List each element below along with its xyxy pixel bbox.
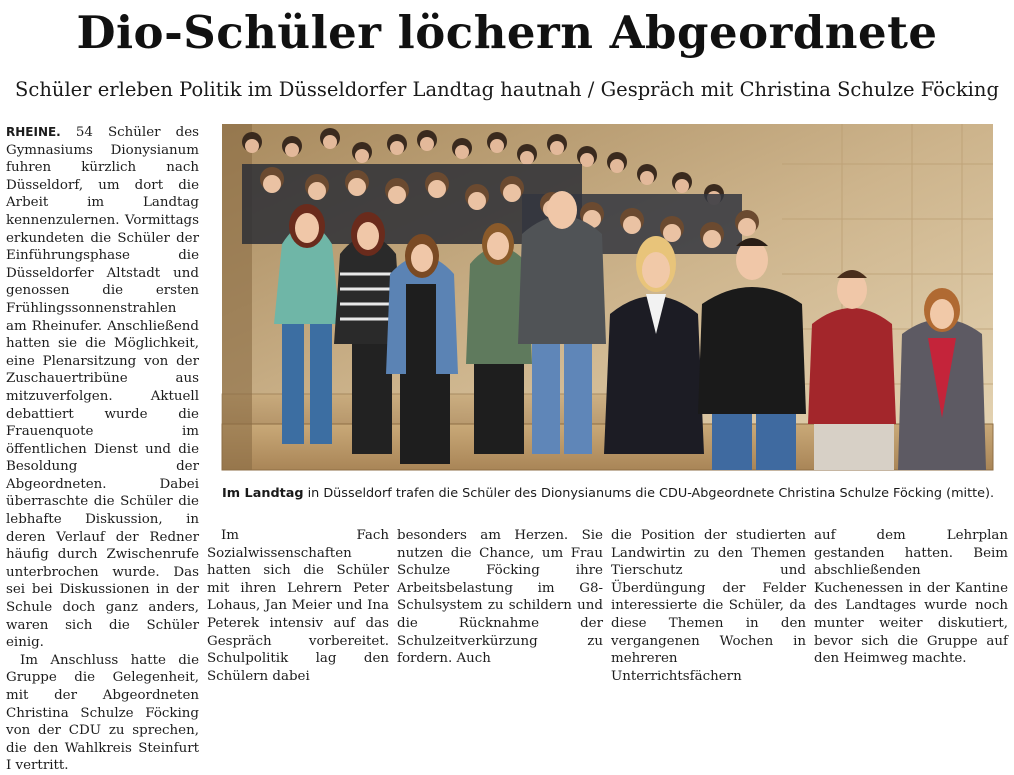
article-column-5 [814,527,1008,667]
caption-text: in Düsseldorf trafen die Schüler des Dionysianums die CDU-Abgeordnete Christina Schulze Föcking (mitte). [303,486,995,501]
article-column-2 [207,527,389,684]
caption-lead: Im Landtag [222,486,304,501]
column-5-text: auf dem Lehrplan gestanden hatten. Beim abschließenden Kuchenessen in der Kantine des Landtages wurde noch munter weiter diskutiert, bevor sich die Gruppe auf den Heimweg machte. [814,528,1008,667]
dateline: RHEINE. [6,125,61,139]
paragraph-1-text: 54 Schüler des Gymnasiums Dionysianum fuhren kürzlich nach Düsseldorf, um dort die Arbeit im Landtag kennenzulernen. Vormittags erkundeten die Schüler der Einführungsphase die Düsseldorfer Altstadt und genossen die ersten Frühlingssonnenstrahlen am Rheinufer. Anschließend hatten sie die Möglichkeit, eine Plenarsitzung von der Zuschauertribüne aus mitzuverfolgen. Aktuell debattiert wurde die Frauenquote im öffentlichen Dienst und die Besoldung der Abgeordneten. Dabei überraschte die Schüler die lebhafte Diskussion, in deren Verlauf der Redner häufig durch Zwischenrufe unterbrochen wurde. Das sei bei Diskussionen in der Schule doch ganz anders, waren sich die Schüler einig. [6,125,199,651]
subheadline: Schüler erleben Politik im Düsseldorfer Landtag hautnah / Gespräch mit Christina Schulze Föcking [15,78,999,101]
column-4-text: die Position der studierten Landwirtin zu den Themen Tierschutz und Überdüngung der Felder interessierte die Schüler, da diese Themen in den vergangenen Wochen in mehreren Unterrichtsfächern [611,528,806,684]
group-photo [222,124,993,470]
headline: Dio-Schüler löchern Abgeordnete [76,6,938,59]
article-column-4 [611,527,806,684]
article-column-3 [397,527,603,667]
column-2-text: Im Fach Sozialwissenschaften hatten sich die Schüler mit ihren Lehrern Peter Lohaus, Jan Meier und Ina Peterek intensiv auf das Gespräch vorbereitet. Schulpolitik lag den Schülern dabei [207,528,389,684]
photo-caption [222,485,1002,503]
column-3-text: besonders am Herzen. Sie nutzen die Chance, um Frau Schulze Föcking ihre Arbeitsbelastung im G8-Schulsystem zu schildern und die Rücknahme der Schulzeitverkürzung zu fordern. Auch [397,528,603,667]
article-column-1 [6,124,199,774]
group-photo-illustration [222,124,993,470]
paragraph-1 [6,124,199,652]
paragraph-2: Im Anschluss hatte die Gruppe die Gelegenheit, mit der Abgeordneten Christina Schulze Föcking von der CDU zu sprechen, die den Wahlkreis Steinfurt I vertritt. [6,652,199,774]
